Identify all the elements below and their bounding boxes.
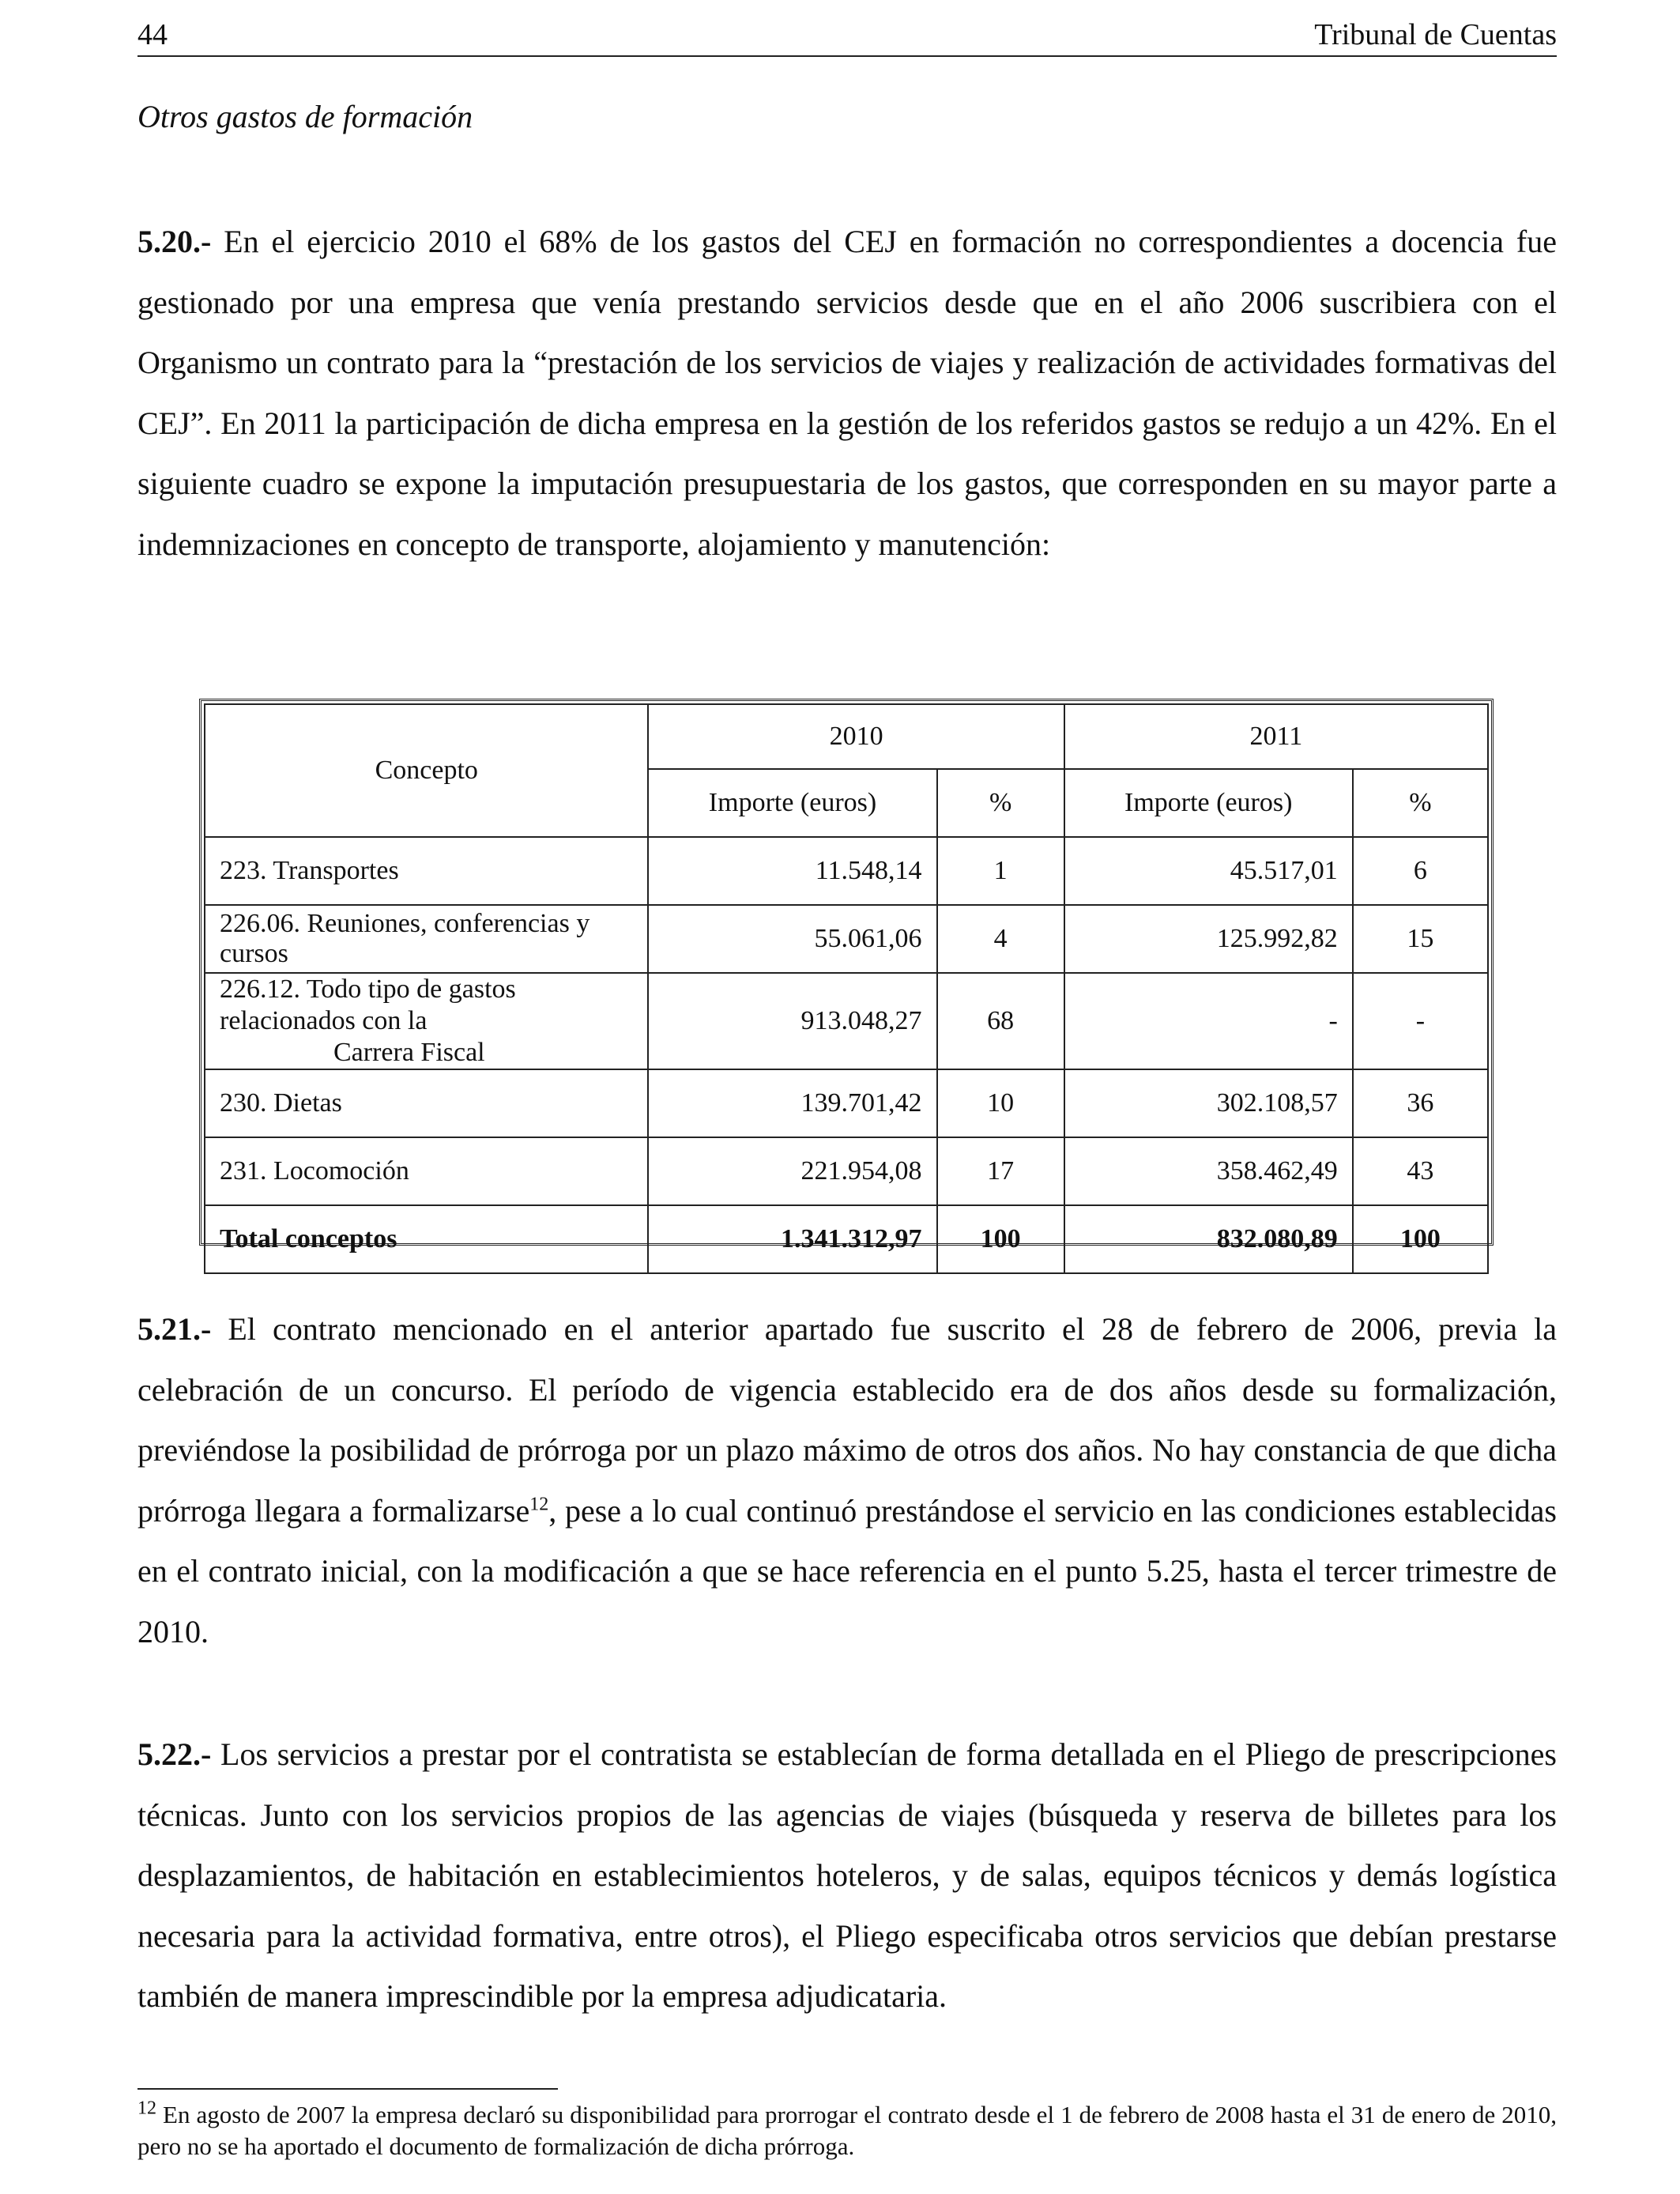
footnote-divider — [137, 2088, 558, 2090]
cell-pct-2010: 10 — [937, 1069, 1064, 1137]
cell-concepto: 226.06. Reuniones, conferencias y cursos — [205, 905, 648, 973]
budget-table — [199, 699, 1494, 1253]
cell-concepto — [205, 973, 648, 1069]
cell-pct-2010: 17 — [937, 1137, 1064, 1205]
section-title: Otros gastos de formación — [137, 99, 473, 134]
paragraph-5-20 — [137, 212, 1557, 575]
table-row — [205, 905, 1488, 973]
footnote-number: 12 — [137, 2098, 156, 2119]
paragraph-text: El contrato mencionado en el anterior apartado fue suscrito el 28 de febrero de 2006, previa la celebración de un concurso. El período de vigencia establecido era de dos años desde su formalización, previéndose la posibilidad de prórroga por un plazo máximo de otros dos años. No hay constancia de que dicha prórroga llegara a formalizarse — [137, 1311, 1557, 1529]
paragraph-number: 5.21.- — [137, 1311, 212, 1347]
cell-concepto: 223. Transportes — [205, 837, 648, 905]
header-importe-2010: Importe (euros) — [648, 769, 936, 837]
cell-importe-2010: 11.548,14 — [648, 837, 936, 905]
header-importe-2011: Importe (euros) — [1064, 769, 1353, 837]
paragraph-5-22 — [137, 1725, 1557, 2027]
page-header — [137, 14, 1557, 57]
cell-pct-2010: 4 — [937, 905, 1064, 973]
table-header-row — [205, 704, 1488, 769]
publication-name: Tribunal de Cuentas — [1314, 18, 1557, 51]
cell-importe-2011: - — [1064, 973, 1353, 1069]
header-year-2010: 2010 — [648, 704, 1064, 769]
header-year-2011: 2011 — [1064, 704, 1488, 769]
cell-importe-2011: 125.992,82 — [1064, 905, 1353, 973]
cell-concepto: 230. Dietas — [205, 1069, 648, 1137]
table-total-row — [205, 1205, 1488, 1273]
cell-total-importe-2011: 832.080,89 — [1064, 1205, 1353, 1273]
cell-pct-2010: 1 — [937, 837, 1064, 905]
table-row — [205, 973, 1488, 1069]
cell-pct-2011: - — [1353, 973, 1488, 1069]
cell-total-pct-2011: 100 — [1353, 1205, 1488, 1273]
footnote-text: En agosto de 2007 la empresa declaró su disponibilidad para prorrogar el contrato desde el 1 de febrero de 2008 hasta el 31 de enero de 2010, pero no se ha aportado el documento de formalización de dicha prórroga. — [137, 2101, 1557, 2160]
cell-importe-2010: 139.701,42 — [648, 1069, 936, 1137]
page-number: 44 — [137, 18, 168, 51]
header-pct-2010: % — [937, 769, 1064, 837]
cell-importe-2011: 358.462,49 — [1064, 1137, 1353, 1205]
cell-pct-2011: 36 — [1353, 1069, 1488, 1137]
cell-pct-2011: 43 — [1353, 1137, 1488, 1205]
cell-total-importe-2010: 1.341.312,97 — [648, 1205, 936, 1273]
paragraph-text-continued: , pese a lo cual continuó prestándose el servicio en las condiciones establecidas en el contrato inicial, con la modificación a que se hace referencia en el punto 5.25, hasta el tercer trimestre de 2010. — [137, 1492, 1557, 1649]
concepto-line-2: Carrera Fiscal — [333, 1038, 485, 1067]
header-concepto: Concepto — [205, 704, 648, 837]
concepto-line-1: 226.12. Todo tipo de gastos relacionados con la — [220, 974, 516, 1035]
cell-pct-2010: 68 — [937, 973, 1064, 1069]
cell-total-concepto: Total conceptos — [205, 1205, 648, 1273]
cell-importe-2010: 221.954,08 — [648, 1137, 936, 1205]
cell-importe-2010: 55.061,06 — [648, 905, 936, 973]
table-row — [205, 1069, 1488, 1137]
paragraph-number: 5.22.- — [137, 1736, 212, 1772]
header-pct-2011: % — [1353, 769, 1488, 837]
footnote — [137, 2099, 1557, 2162]
cell-importe-2010: 913.048,27 — [648, 973, 936, 1069]
table-row — [205, 1137, 1488, 1205]
cell-total-pct-2010: 100 — [937, 1205, 1064, 1273]
paragraph-number: 5.20.- — [137, 224, 212, 259]
paragraph-text: En el ejercicio 2010 el 68% de los gastos del CEJ en formación no correspondientes a docencia fue gestionado por una empresa que venía prestando servicios desde que en el año 2006 suscribiera con el Organismo un contrato para la “prestación de los servicios de viajes y realización de actividades formativas del CEJ”. En 2011 la participación de dicha empresa en la gestión de los referidos gastos se redujo a un 42%. En el siguiente cuadro se expone la imputación presupuestaria de los gastos, que corresponden en su mayor parte a indemnizaciones en concepto de transporte, alojamiento y manutención: — [137, 224, 1557, 562]
cell-concepto: 231. Locomoción — [205, 1137, 648, 1205]
paragraph-text: Los servicios a prestar por el contratista se establecían de forma detallada en el Pliego de prescripciones técnicas. Junto con los servicios propios de las agencias de viajes (búsqueda y reserva de billetes para los desplazamientos, de habitación en establecimientos hoteleros, y de salas, equipos técnicos y demás logística necesaria para la actividad formativa, entre otros), el Pliego especificaba otros servicios que debían prestarse también de manera imprescindible por la empresa adjudicataria. — [137, 1736, 1557, 2014]
cell-importe-2011: 302.108,57 — [1064, 1069, 1353, 1137]
cell-importe-2011: 45.517,01 — [1064, 837, 1353, 905]
cell-pct-2011: 15 — [1353, 905, 1488, 973]
footnote-reference[interactable]: 12 — [529, 1494, 549, 1515]
table-row — [205, 837, 1488, 905]
paragraph-5-21 — [137, 1299, 1557, 1662]
cell-pct-2011: 6 — [1353, 837, 1488, 905]
